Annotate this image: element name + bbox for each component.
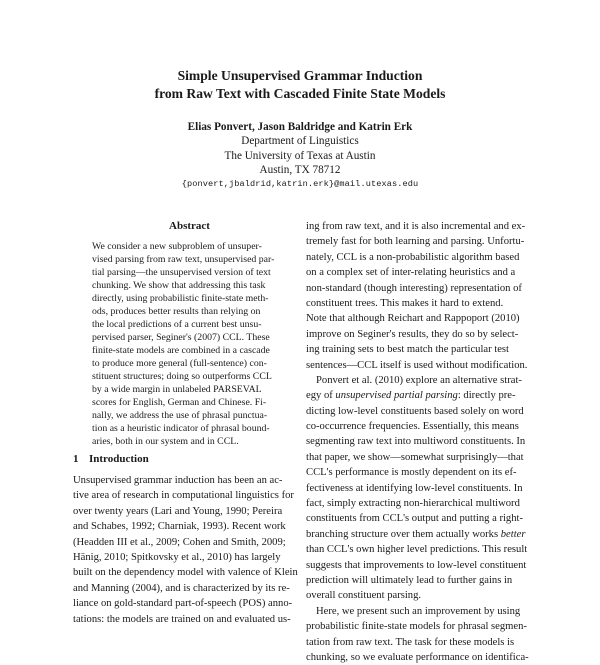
body-line: tive area of research in computational linguistics for — [73, 490, 294, 502]
body-line: segmenting raw text into multiword constituents. In — [306, 436, 526, 448]
body-line: built on the dependency model with valence of Klein — [73, 567, 298, 579]
body-line: ing from raw text, and it is also incremental and ex- — [306, 221, 526, 232]
body-line: constituents from CCL's output and putting a right- — [306, 513, 524, 525]
text-run: : directly pre- — [457, 390, 516, 402]
affiliation-city: Austin, TX 78712 — [259, 164, 341, 176]
body-line: Here, we present such an improvement by using — [316, 605, 521, 617]
body-line: improve on Seginer's results, they do so by select- — [306, 328, 519, 340]
body-line: Hänig, 2010; Spitkovsky et al., 2010) has largely — [73, 551, 281, 563]
body-line: tation from raw text. The task for these models is — [306, 636, 515, 648]
abstract-line: tion as a heuristic indicator of phrasal bound- — [92, 423, 270, 434]
body-line: chunking, so we evaluate performance on identifica- — [306, 651, 529, 663]
abstract-line: directly, using probabilistic finite-state meth- — [92, 293, 269, 304]
affiliation-department: Department of Linguistics — [241, 135, 359, 147]
body-line: than CCL's own higher level predictions. This result — [306, 544, 528, 556]
body-line: CCL's performance is mostly dependent on its ef- — [306, 467, 517, 479]
text-run: branching structure over them actually works — [306, 528, 501, 540]
body-line: dicting low-level constituents based solely on word — [306, 405, 524, 417]
body-line: and Schabes, 1992; Charniak, 1993). Recent work — [73, 521, 286, 533]
body-line: suggests that improvements to low-level constituent — [306, 559, 527, 571]
body-line: Ponvert et al. (2010) explore an alternative strat- — [316, 374, 522, 386]
abstract-line: ods, produces better results than relying on — [92, 306, 261, 317]
abstract-body — [92, 240, 287, 448]
body-line: nately, CCL is a non-probabilistic algorithm based — [306, 251, 520, 263]
affiliation-university: The University of Texas at Austin — [224, 150, 376, 162]
text-run: egy of — [306, 390, 336, 402]
body-line: tremely fast for both learning and parsing. Unfortu- — [306, 236, 525, 248]
abstract-line: aries, both in our system and in CCL. — [92, 436, 239, 447]
abstract-line: vised parsing from raw text, unsupervised par- — [92, 254, 275, 265]
introduction-body — [73, 473, 303, 627]
section-heading-introduction — [73, 452, 303, 466]
body-line: constituent trees. This makes it hard to extend. — [306, 297, 504, 309]
body-line — [306, 527, 534, 542]
abstract-line: by a wide margin in unlabeled PARSEVAL — [92, 384, 262, 395]
body-line: liance on gold-standard part-of-speech (POS) anno- — [73, 598, 293, 610]
abstract-line: the local predictions of a current best unsu- — [92, 319, 262, 330]
abstract-line: nally, we address the use of phrasal punctua- — [92, 410, 268, 421]
abstract-heading: Abstract — [169, 220, 210, 232]
abstract-line: finite-state models are combined in a cascade — [92, 345, 270, 356]
right-column-body — [306, 219, 534, 665]
body-line: overall constituent parsing. — [306, 590, 422, 602]
author-email: {ponvert,jbaldrid,katrin.erk}@mail.utexas.edu — [181, 179, 419, 189]
body-line: prediction will ultimately lead to further gains in — [306, 574, 513, 586]
section-number: 1 — [73, 453, 79, 465]
body-line: Unsupervised grammar induction has been an ac- — [73, 475, 283, 486]
body-line: fectiveness at identifying low-level constituents. In — [306, 482, 523, 494]
abstract-line: We consider a new subproblem of unsuper- — [92, 241, 262, 252]
body-line: Note that although Reichart and Rappoport (2010) — [306, 313, 520, 325]
abstract-line: stituent structures; doing so outperforms CCL — [92, 371, 272, 382]
title-line-2: from Raw Text with Cascaded Finite State Models — [154, 86, 446, 101]
abstract-line: pervised parser, Seginer's (2007) CCL. These — [92, 332, 270, 343]
section-title: Introduction — [89, 453, 149, 465]
abstract-line: chunking. We show that addressing this task — [92, 280, 266, 291]
title-line-1: Simple Unsupervised Grammar Induction — [177, 68, 423, 83]
author-list: Elias Ponvert, Jason Baldridge and Katrin Erk — [187, 121, 413, 133]
body-line: over twenty years (Lari and Young, 1990; Pereira — [73, 505, 283, 517]
body-line: probabilistic finite-state models for phrasal segmen- — [306, 621, 527, 633]
body-line: that paper, we show—somewhat surprisingly—that — [306, 451, 524, 463]
abstract-line: tial parsing—the unsupervised version of text — [92, 267, 271, 278]
body-line: co-occurrence frequencies. Essentially, this means — [306, 421, 519, 433]
emphasis-text: unsupervised partial parsing — [335, 390, 458, 402]
body-line: (Headden III et al., 2009; Cohen and Smith, 2009; — [73, 536, 286, 548]
body-line: on a complex set of inter-relating heuristics and a — [306, 267, 516, 279]
body-line: tations: the models are trained on and evaluated us- — [73, 613, 291, 625]
abstract-line: to produce more general (full-sentence) con- — [92, 358, 267, 369]
emphasis-text: better — [500, 528, 526, 540]
body-line — [306, 388, 534, 403]
body-line: and Manning (2004), and is characterized by its re- — [73, 582, 290, 594]
abstract-line: scores for English, German and Chinese. Fi- — [92, 397, 267, 408]
body-line: ing training sets to best match the particular test — [306, 344, 509, 356]
body-line: non-standard (though interesting) representation of — [306, 282, 522, 294]
body-line: sentences—CCL itself is used without modification. — [306, 359, 528, 371]
body-line: fact, simply extracting non-hierarchical multiword — [306, 498, 520, 510]
